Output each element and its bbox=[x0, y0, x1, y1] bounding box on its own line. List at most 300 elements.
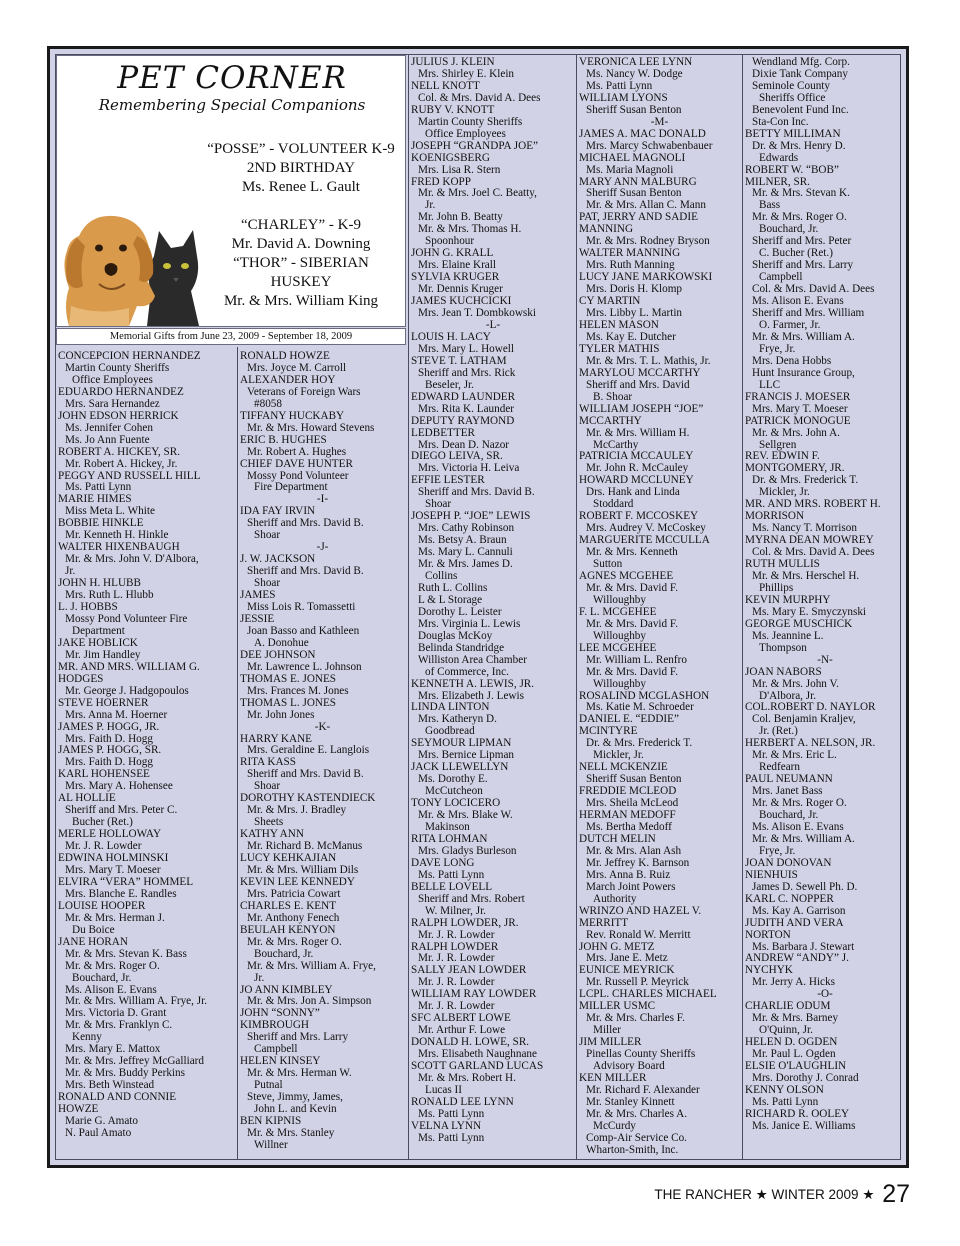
memorial-donor: Mr. John B. Beatty bbox=[418, 211, 503, 224]
memorial-honoree: MERLE HOLLOWAY bbox=[58, 828, 162, 841]
memorial-donor: Col. Benjamin Kraljev, bbox=[752, 713, 856, 726]
memorial-donor-continued: Jr. (Ret.) bbox=[759, 725, 798, 738]
memorial-donor: Mr. & Mrs. Thomas H. bbox=[418, 223, 522, 236]
memorial-honoree: KEVIN LEE KENNEDY bbox=[240, 875, 355, 888]
memorial-honoree: VELNA LYNN bbox=[411, 1119, 482, 1132]
memorial-honoree: HERMAN MEDOFF bbox=[579, 809, 676, 822]
memorial-donor: Wendland Mfg. Corp. bbox=[752, 57, 850, 68]
memorial-honoree: MORRISON bbox=[745, 510, 805, 523]
memorial-donor: Mrs. Ruth L. Hlubb bbox=[65, 589, 154, 602]
memorial-honoree: HELEN MASON bbox=[579, 318, 659, 331]
memorial-donor-continued: John L. and Kevin bbox=[254, 1103, 337, 1116]
memorial-column-4 bbox=[579, 57, 740, 1157]
memorial-donor: Seminole County bbox=[752, 79, 831, 92]
memorial-honoree: JACK LLEWELLYN bbox=[411, 761, 509, 774]
memorial-honoree: WALTER MANNING bbox=[579, 247, 681, 260]
star-icon: ★ bbox=[862, 1187, 875, 1202]
memorial-donor: Sheriff and Mrs. David B. bbox=[418, 486, 535, 499]
memorial-honoree: JUDITH AND VERA bbox=[745, 916, 844, 929]
memorial-donor: Mrs. Doris H. Klomp bbox=[586, 283, 683, 296]
memorial-donor: Dixie Tank Company bbox=[752, 67, 848, 80]
memorial-donor: Mr. & Mrs. Charles A. bbox=[586, 1107, 687, 1120]
memorial-honoree: SALLY JEAN LOWDER bbox=[411, 964, 527, 977]
memorial-honoree: CHARLIE ODUM bbox=[745, 1000, 831, 1013]
memorial-donor-continued: Sheets bbox=[254, 816, 284, 829]
honor-line: Ms. Renee L. Gault bbox=[242, 179, 360, 195]
memorial-donor: Ms. Kay A. Garrison bbox=[752, 904, 846, 917]
memorial-donor-continued: Office Employees bbox=[72, 373, 153, 386]
memorial-donor-continued: Putnal bbox=[254, 1079, 283, 1092]
memorial-donor: Mr. Arthur F. Lowe bbox=[418, 1024, 506, 1037]
memorial-donor-continued: O'Quinn, Jr. bbox=[759, 1024, 813, 1037]
memorial-honoree: BOBBIE HINKLE bbox=[58, 517, 144, 530]
memorial-donor: Williston Area Chamber bbox=[418, 653, 527, 666]
memorial-donor-continued: Makinson bbox=[425, 821, 470, 833]
memorial-honoree: NELL MCKENZIE bbox=[579, 761, 668, 774]
memorial-donor: Col. & Mrs. David A. Dees bbox=[752, 283, 875, 296]
memorial-donor: Mr. Paul L. Ogden bbox=[752, 1048, 836, 1061]
memorial-donor: Mr. John R. McCauley bbox=[586, 462, 689, 475]
memorial-donor-continued: B. Shoar bbox=[593, 390, 633, 403]
memorial-honoree: KEN MILLER bbox=[579, 1072, 647, 1085]
memorial-donor-continued: McCutcheon bbox=[425, 785, 483, 798]
memorial-honoree: CY MARTIN bbox=[579, 295, 641, 308]
memorial-donor: Mrs. Mary T. Moeser bbox=[65, 863, 161, 876]
memorial-donor: Mrs. Rita K. Launder bbox=[418, 402, 515, 415]
memorial-honoree: KATHY ANN bbox=[240, 828, 304, 841]
memorial-donor: Wharton-Smith, Inc. bbox=[586, 1143, 679, 1156]
memorial-honoree: JOSEPH P. “JOE” LEWIS bbox=[411, 510, 531, 523]
memorial-donor: Mr. & Mrs. David F. bbox=[586, 581, 679, 594]
column-divider bbox=[237, 347, 238, 1159]
memorial-honoree: HARRY KANE bbox=[240, 732, 312, 745]
memorial-honoree: ROBERT W. “BOB” bbox=[745, 163, 839, 176]
memorial-honoree: JAMES KUCHCICKI bbox=[411, 295, 512, 308]
memorial-honoree: MONTGOMERY, JR. bbox=[745, 462, 845, 475]
memorial-honoree: JOHN G. KRALL bbox=[411, 247, 494, 260]
memorial-donor-continued: LLC bbox=[759, 378, 781, 391]
memorial-honoree: HELEN KINSEY bbox=[240, 1055, 321, 1068]
memorial-donor: Mrs. Ruth Manning bbox=[586, 259, 675, 272]
memorial-honoree: AGNES MCGEHEE bbox=[579, 569, 674, 582]
memorial-donor: Ms. Bertha Medoff bbox=[586, 821, 672, 833]
memorial-donor: Dr. & Mrs. Frederick T. bbox=[586, 737, 693, 750]
memorial-donor: Mrs. Dean D. Nazor bbox=[418, 438, 510, 451]
honor-line: “THOR” - SIBERIAN bbox=[233, 255, 369, 271]
memorial-donor: Comp-Air Service Co. bbox=[586, 1131, 687, 1144]
memorial-donor-continued: Mickler, Jr. bbox=[759, 486, 810, 499]
memorial-donor: Veterans of Foreign Wars bbox=[247, 385, 361, 398]
memorial-column-1 bbox=[58, 351, 235, 1141]
memorial-honoree: MYRNA DEAN MOWREY bbox=[745, 534, 874, 547]
memorial-donor: Mr. & Mrs. Blake W. bbox=[418, 809, 513, 822]
memorial-honoree: DIEGO LEIVA, SR. bbox=[411, 450, 503, 463]
honor-line: HUSKEY bbox=[270, 274, 332, 290]
memorial-donor: Sheriff and Mrs. David bbox=[586, 378, 690, 391]
memorial-donor: Ms. Jeannine L. bbox=[752, 629, 824, 642]
memorial-honoree: JAMES A. MAC DONALD bbox=[579, 127, 706, 140]
memorial-honoree: MCCARTHY bbox=[579, 414, 642, 427]
memorial-donor: Mr. Kenneth H. Hinkle bbox=[65, 529, 169, 542]
memorial-honoree: WILLIAM RAY LOWDER bbox=[411, 988, 537, 1001]
memorial-honoree: WILLIAM LYONS bbox=[579, 91, 668, 104]
memorial-donor: Mrs. Geraldine E. Langlois bbox=[247, 744, 370, 757]
memorial-donor: Sheriff and Mrs. Peter bbox=[752, 235, 852, 248]
memorial-donor: Mr. J. R. Lowder bbox=[418, 976, 495, 989]
pet-corner-subtitle: Remembering Special Companions bbox=[98, 96, 366, 114]
memorial-donor: Mrs. Frances M. Jones bbox=[247, 684, 349, 697]
memorial-honoree: SEYMOUR LIPMAN bbox=[411, 737, 512, 750]
memorial-honoree: TIFFANY HUCKABY bbox=[240, 409, 345, 422]
memorial-honoree: JANE HORAN bbox=[58, 935, 128, 948]
memorial-donor: Mr. Robert A. Hughes bbox=[247, 445, 347, 458]
memorial-honoree: KIMBROUGH bbox=[240, 1019, 309, 1032]
memorial-donor: Ms. Dorothy E. bbox=[418, 773, 488, 786]
memorial-donor: Steve, Jimmy, James, bbox=[247, 1091, 343, 1104]
memorial-honoree: L. J. HOBBS bbox=[58, 601, 118, 614]
memorial-donor: Mrs. Elisabeth Naughnane bbox=[418, 1048, 537, 1061]
memorial-honoree: BEULAH KENYON bbox=[240, 923, 336, 936]
memorial-donor-continued: McCurdy bbox=[593, 1119, 636, 1132]
memorial-donor: Mr. Robert A. Hickey, Jr. bbox=[65, 457, 178, 470]
letter-heading: -O- bbox=[817, 988, 833, 1001]
memorial-honoree: AL HOLLIE bbox=[58, 792, 116, 805]
memorial-honoree: THOMAS L. JONES bbox=[240, 696, 337, 709]
memorial-honoree: ERIC B. HUGHES bbox=[240, 433, 327, 446]
column-divider bbox=[408, 55, 409, 1159]
memorial-donor: Mr. & Mrs. Roger O. bbox=[752, 797, 847, 810]
dog-and-cat-photo bbox=[59, 196, 209, 326]
memorial-donor: Mr. & Mrs. Roger O. bbox=[752, 211, 847, 224]
memorial-honoree: MANNING bbox=[579, 223, 634, 236]
memorial-honoree: RONALD HOWZE bbox=[240, 351, 330, 362]
memorial-donor: Ms. Kay E. Dutcher bbox=[586, 330, 676, 343]
memorial-donor: Mrs. Jane E. Metz bbox=[586, 952, 668, 965]
memorial-honoree: WRINZO AND HAZEL V. bbox=[579, 904, 702, 917]
memorial-donor: Dorothy L. Leister bbox=[418, 605, 502, 618]
memorial-donor: Col. & Mrs. David A. Dees bbox=[752, 546, 875, 559]
memorial-donor: Mrs. Beth Winstead bbox=[65, 1079, 155, 1092]
memorial-honoree: MILNER, SR. bbox=[745, 175, 810, 188]
memorial-donor: Mr. & Mrs. Stanley bbox=[247, 1126, 335, 1139]
memorial-donor: Mrs. Mary E. Mattox bbox=[65, 1043, 161, 1056]
memorial-honoree: PAUL NEUMANN bbox=[745, 773, 833, 786]
memorial-honoree: KARL HOHENSEE bbox=[58, 768, 150, 781]
memorial-honoree: RUBY V. KNOTT bbox=[411, 103, 495, 116]
page-number: 27 bbox=[882, 1180, 910, 1208]
memorial-honoree: BETTY MILLIMAN bbox=[745, 127, 841, 140]
memorial-column-3 bbox=[411, 57, 575, 1147]
memorial-donor: Mr. & Mrs. John V. bbox=[752, 677, 839, 690]
memorial-honoree: LOUISE HOOPER bbox=[58, 899, 146, 912]
memorial-donor: Sheriff and Mrs. Robert bbox=[418, 892, 525, 905]
memorial-honoree: LINDA LINTON bbox=[411, 701, 490, 714]
memorial-donor: Mr. & Mrs. Roger O. bbox=[65, 959, 160, 972]
memorial-donor-continued: Shoar bbox=[254, 529, 281, 542]
memorial-donor-continued: O. Farmer, Jr. bbox=[759, 318, 821, 331]
memorial-honoree: CONCEPCION HERNANDEZ bbox=[58, 351, 201, 362]
memorial-honoree: CHIEF DAVE HUNTER bbox=[240, 457, 353, 470]
memorial-donor: Mrs. Audrey V. McCoskey bbox=[586, 522, 706, 535]
memorial-donor-continued: Frye, Jr. bbox=[759, 844, 796, 857]
memorial-donor: Mr. & Mrs. Herschel H. bbox=[752, 569, 860, 582]
honor-line: Mr. & Mrs. William King bbox=[223, 293, 379, 309]
memorial-donor-continued: Sellgren bbox=[759, 438, 797, 451]
memorial-donor-continued: Du Boice bbox=[72, 923, 115, 936]
memorial-donor: Ms. Maria Magnoli bbox=[586, 163, 674, 176]
memorial-donor-continued: Bouchard, Jr. bbox=[254, 947, 314, 960]
memorial-donor: Ms. Katie M. Schroeder bbox=[586, 701, 694, 714]
memorial-donor: Mr. & Mrs. Franklyn C. bbox=[65, 1019, 173, 1032]
memorial-donor: Mr. Richard F. Alexander bbox=[586, 1083, 700, 1096]
memorial-honoree: TONY LOCICERO bbox=[411, 797, 501, 810]
memorial-donor: Mrs. Patricia Cowart bbox=[247, 887, 341, 900]
memorial-honoree: FRED KOPP bbox=[411, 175, 471, 188]
memorial-honoree: MR. AND MRS. WILLIAM G. bbox=[58, 660, 200, 673]
memorial-donor: Mr. & Mrs. William H. bbox=[586, 426, 690, 439]
memorial-honoree: NORTON bbox=[745, 928, 791, 941]
memorial-honoree: ROBERT F. MCCOSKEY bbox=[579, 510, 699, 523]
memorial-honoree: EUNICE MEYRICK bbox=[579, 964, 675, 977]
memorial-honoree: NIENHUIS bbox=[745, 868, 798, 881]
memorial-honoree: EDWINA HOLMINSKI bbox=[58, 852, 169, 865]
memorial-honoree: ROSALIND MCGLASHON bbox=[579, 689, 710, 702]
memorial-honoree: DAVE LONG bbox=[411, 856, 475, 869]
memorial-honoree: DOROTHY KASTENDIECK bbox=[240, 792, 376, 805]
memorial-donor: Ms. Jo Ann Fuente bbox=[65, 433, 150, 446]
memorial-donor-continued: Authority bbox=[593, 892, 637, 905]
memorial-honoree: COL.ROBERT D. NAYLOR bbox=[745, 701, 876, 714]
memorial-donor-continued: Bass bbox=[759, 199, 781, 212]
memorial-donor: Ms. Patti Lynn bbox=[418, 1107, 485, 1120]
memorial-donor: Mr. & Mrs. David F. bbox=[586, 665, 679, 678]
memorial-donor: Mr. & Mrs. John V. D'Albora, bbox=[65, 553, 199, 566]
memorial-honoree: BELLE LOVELL bbox=[411, 880, 493, 893]
memorial-donor: Joan Basso and Kathleen bbox=[247, 624, 360, 637]
memorial-honoree: MILLER USMC bbox=[579, 1000, 656, 1013]
memorial-honoree: JAMES bbox=[240, 589, 276, 602]
memorial-donor-continued: Bucher (Ret.) bbox=[72, 816, 133, 829]
memorial-donor: Mrs. Lisa R. Stern bbox=[418, 163, 501, 176]
memorial-donor-continued: Fire Department bbox=[254, 481, 328, 494]
memorial-donor-continued: Mickler, Jr. bbox=[593, 749, 644, 762]
memorial-donor: Mrs. Libby L. Martin bbox=[586, 307, 683, 320]
memorial-donor: Mr. Dennis Kruger bbox=[418, 283, 503, 296]
memorial-honoree: RUTH MULLIS bbox=[745, 558, 820, 571]
issue-label: WINTER 2009 bbox=[771, 1187, 859, 1202]
memorial-donor: Mrs. Elizabeth J. Lewis bbox=[418, 689, 524, 702]
memorial-donor: Mr. & Mrs. T. L. Mathis, Jr. bbox=[586, 354, 711, 367]
publication-name: THE RANCHER bbox=[654, 1187, 752, 1202]
memorial-donor: Mr. & Mrs. Howard Stevens bbox=[247, 421, 375, 434]
memorial-donor: Mrs. Virginia L. Lewis bbox=[418, 617, 521, 630]
memorial-donor-continued: Campbell bbox=[254, 1043, 298, 1056]
memorial-honoree: RITA LOHMAN bbox=[411, 832, 488, 845]
memorial-honoree: THOMAS E. JONES bbox=[240, 672, 337, 685]
memorial-donor: Sheriff and Mrs. William bbox=[752, 307, 865, 320]
memorial-donor: Rev. Ronald W. Merritt bbox=[586, 928, 691, 941]
memorial-honoree: HOWARD MCCLUNEY bbox=[579, 474, 694, 487]
memorial-donor: Mr. John Jones bbox=[247, 708, 315, 721]
memorial-honoree: DEPUTY RAYMOND bbox=[411, 414, 515, 427]
memorial-donor: Mr. J. R. Lowder bbox=[65, 840, 142, 853]
memorial-donor: Mr. & Mrs. Robert H. bbox=[418, 1072, 516, 1085]
memorial-donor-continued: W. Milner, Jr. bbox=[425, 904, 486, 917]
memorial-donor-continued: D'Albora, Jr. bbox=[759, 689, 817, 702]
memorial-honoree: HELEN D. OGDEN bbox=[745, 1036, 838, 1049]
memorial-honoree: LUCY KEHKAJIAN bbox=[240, 852, 337, 865]
memorial-donor-continued: of Commerce, Inc. bbox=[425, 665, 509, 678]
memorial-honoree: DUTCH MELIN bbox=[579, 832, 656, 845]
memorial-donor: Ms. Nancy T. Morrison bbox=[752, 522, 857, 535]
memorial-donor: Mr. George J. Hadgopoulos bbox=[65, 684, 189, 697]
memorial-honoree: FREDDIE MCLEOD bbox=[579, 785, 677, 798]
memorial-donor: Mrs. Mary L. Howell bbox=[418, 342, 515, 355]
memorial-honoree: LUCY JANE MARKOWSKI bbox=[579, 271, 713, 284]
memorial-donor: Sheriff Susan Benton bbox=[586, 773, 682, 786]
memorial-donor: Ms. Barbara J. Stewart bbox=[752, 940, 855, 953]
memorial-donor: Sheriff and Mrs. Larry bbox=[247, 1031, 349, 1044]
memorial-donor-continued: Bouchard, Jr. bbox=[759, 223, 819, 236]
memorial-donor: Sheriff and Mrs. David B. bbox=[247, 565, 364, 578]
memorial-donor-continued: Office Employees bbox=[425, 127, 506, 140]
memorial-donor: Ms. Patti Lynn bbox=[418, 868, 485, 881]
memorial-donor: Ms. Patti Lynn bbox=[418, 1131, 485, 1144]
memorial-donor-continued: Goodbread bbox=[425, 725, 475, 738]
memorial-honoree: PATRICK MONOGUE bbox=[745, 414, 851, 427]
memorial-donor: Mrs. Victoria H. Leiva bbox=[418, 462, 520, 475]
memorial-honoree: JO ANN KIMBLEY bbox=[240, 983, 333, 996]
memorial-donor: Mr. & Mrs. William Dils bbox=[247, 863, 359, 876]
memorial-donor: Martin County Sheriffs bbox=[65, 361, 170, 374]
star-icon: ★ bbox=[755, 1187, 768, 1202]
memorial-donor: Mr. & Mrs. Eric L. bbox=[752, 749, 837, 762]
memorial-honoree: KENNY OLSON bbox=[745, 1083, 824, 1096]
memorial-honoree: NYCHYK bbox=[745, 964, 793, 977]
memorial-donor-continued: Bouchard, Jr. bbox=[759, 809, 819, 822]
memorial-donor: Mr. & Mrs. James D. bbox=[418, 558, 513, 571]
memorial-donor: Ms. Betsy A. Braun bbox=[418, 534, 507, 547]
memorial-donor: Mr. Stanley Kinnett bbox=[586, 1095, 675, 1108]
memorial-donor: Mossy Pond Volunteer Fire bbox=[65, 612, 188, 625]
memorial-honoree: HODGES bbox=[58, 672, 104, 685]
memorial-honoree: JIM MILLER bbox=[579, 1036, 642, 1049]
memorial-donor: Mr. & Mrs. Buddy Perkins bbox=[65, 1067, 185, 1080]
memorial-donor: Pinellas County Sheriffs bbox=[586, 1048, 696, 1061]
memorial-donor-continued: Advisory Board bbox=[593, 1060, 665, 1073]
memorial-donor: Mrs. Anna M. Hoerner bbox=[65, 708, 168, 721]
memorial-donor: Dr. & Mrs. Frederick T. bbox=[752, 474, 859, 487]
memorial-donor: Sheriff Susan Benton bbox=[586, 103, 682, 116]
memorial-honoree: SYLVIA KRUGER bbox=[411, 271, 500, 284]
memorial-donor: Sheriff and Mrs. Larry bbox=[752, 259, 854, 272]
memorial-donor-continued: Jr. bbox=[425, 199, 436, 212]
memorial-honoree: ROBERT A. HICKEY, SR. bbox=[58, 445, 180, 458]
memorial-honoree: MARGUERITE MCCULLA bbox=[579, 534, 710, 547]
memorial-donor: Sheriff and Mrs. David B. bbox=[247, 517, 364, 530]
memorial-honoree: KARL C. NOPPER bbox=[745, 892, 834, 905]
memorial-honoree: JOHN H. HLUBB bbox=[58, 577, 141, 590]
memorial-donor-continued: Stoddard bbox=[593, 498, 634, 511]
memorial-column-5 bbox=[745, 57, 905, 1137]
memorial-donor: Mr. Russell P. Meyrick bbox=[586, 976, 689, 989]
memorial-donor-continued: Spoonhour bbox=[425, 235, 475, 248]
memorial-honoree: PATRICIA MCCAULEY bbox=[579, 450, 694, 463]
memorial-donor-continued: Willoughby bbox=[593, 629, 646, 642]
memorial-donor: Miss Meta L. White bbox=[65, 505, 155, 518]
memorial-honoree: PEGGY AND RUSSELL HILL bbox=[58, 469, 201, 482]
memorial-donor-continued: Thompson bbox=[759, 641, 807, 654]
letter-heading: -N- bbox=[817, 653, 833, 666]
memorial-honoree: DANIEL E. “EDDIE” bbox=[579, 713, 679, 726]
memorial-gifts-caption: Memorial Gifts from June 23, 2009 - September 18, 2009 bbox=[56, 328, 406, 345]
memorial-honoree: SFC ALBERT LOWE bbox=[411, 1012, 511, 1025]
memorial-honoree: RONALD AND CONNIE bbox=[58, 1091, 177, 1104]
memorial-donor: Mrs. Blanche E. Randles bbox=[65, 887, 177, 900]
memorial-honoree: ELVIRA “VERA” HOMMEL bbox=[58, 875, 194, 888]
memorial-donor: Mr. & Mrs. Stevan K. Bass bbox=[65, 947, 187, 960]
memorial-donor: Mr. & Mrs. Roger O. bbox=[247, 935, 342, 948]
memorial-donor: Drs. Hank and Linda bbox=[586, 486, 680, 499]
memorial-donor-continued: #8058 bbox=[254, 397, 282, 410]
memorial-donor: Mrs. Gladys Burleson bbox=[418, 844, 517, 857]
memorial-donor: Mr. & Mrs. William A. Frye, Jr. bbox=[65, 995, 207, 1008]
memorial-donor: Mrs. Marcy Schwabenbauer bbox=[586, 139, 713, 152]
memorial-donor-continued: Jr. bbox=[254, 971, 265, 984]
dog-icon bbox=[64, 216, 155, 326]
memorial-donor: Mr. & Mrs. Joel C. Beatty, bbox=[418, 187, 537, 200]
memorial-column-2 bbox=[240, 351, 405, 1151]
memorial-donor: Benevolent Fund Inc. bbox=[752, 103, 849, 116]
memorial-honoree: J. W. JACKSON bbox=[240, 553, 316, 566]
memorial-donor-continued: A. Donohue bbox=[254, 636, 309, 649]
memorial-donor: Sheriff and Mrs. David B. bbox=[247, 768, 364, 781]
memorial-donor: Mrs. Shirley E. Klein bbox=[418, 67, 515, 80]
memorial-honoree: RITA KASS bbox=[240, 756, 296, 769]
memorial-donor: Dr. & Mrs. Henry D. bbox=[752, 139, 846, 152]
memorial-donor-continued: Willner bbox=[254, 1138, 288, 1151]
memorial-donor: Mr. J. R. Lowder bbox=[418, 928, 495, 941]
memorial-donor: Mr. Jeffrey K. Barnson bbox=[586, 856, 690, 869]
memorial-donor: Mr. & Mrs. Stevan K. bbox=[752, 187, 850, 200]
memorial-honoree: KENNETH A. LEWIS, JR. bbox=[411, 677, 535, 690]
memorial-donor: Mr. & Mrs. Kenneth bbox=[586, 546, 678, 559]
memorial-honoree: BEN KIPNIS bbox=[240, 1115, 302, 1127]
column-divider bbox=[742, 55, 743, 1159]
letter-heading: -I- bbox=[316, 493, 329, 506]
memorial-honoree: MICHAEL MAGNOLI bbox=[579, 151, 686, 164]
memorial-donor-continued: Campbell bbox=[759, 271, 803, 284]
memorial-honoree: GEORGE MUSCHICK bbox=[745, 617, 853, 630]
memorial-donor: Mrs. Sheila McLeod bbox=[586, 797, 679, 810]
memorial-donor: Belinda Standridge bbox=[418, 641, 505, 654]
letter-heading: -J- bbox=[316, 541, 329, 554]
memorial-honoree: JOSEPH “GRANDPA JOE” bbox=[411, 139, 539, 152]
memorial-donor: Mr. Jim Handley bbox=[65, 648, 141, 661]
memorial-honoree: JOHN EDSON HERRICK bbox=[58, 409, 179, 422]
memorial-honoree: RONALD LEE LYNN bbox=[411, 1095, 514, 1108]
memorial-honoree: MCINTYRE bbox=[579, 725, 638, 738]
memorial-donor: Mr. Anthony Fenech bbox=[247, 911, 340, 924]
memorial-donor-continued: Phillips bbox=[759, 581, 794, 594]
memorial-honoree: ANDREW “ANDY” J. bbox=[745, 952, 849, 965]
letter-heading: -M- bbox=[650, 115, 669, 128]
memorial-donor: Mrs. Bernice Lipman bbox=[418, 749, 515, 762]
memorial-donor-continued: Shoar bbox=[254, 577, 281, 590]
memorial-honoree: NELL KNOTT bbox=[411, 79, 480, 92]
memorial-donor: Mr. & Mrs. Rodney Bryson bbox=[586, 235, 710, 248]
memorial-donor: Mrs. Victoria D. Grant bbox=[65, 1007, 167, 1020]
